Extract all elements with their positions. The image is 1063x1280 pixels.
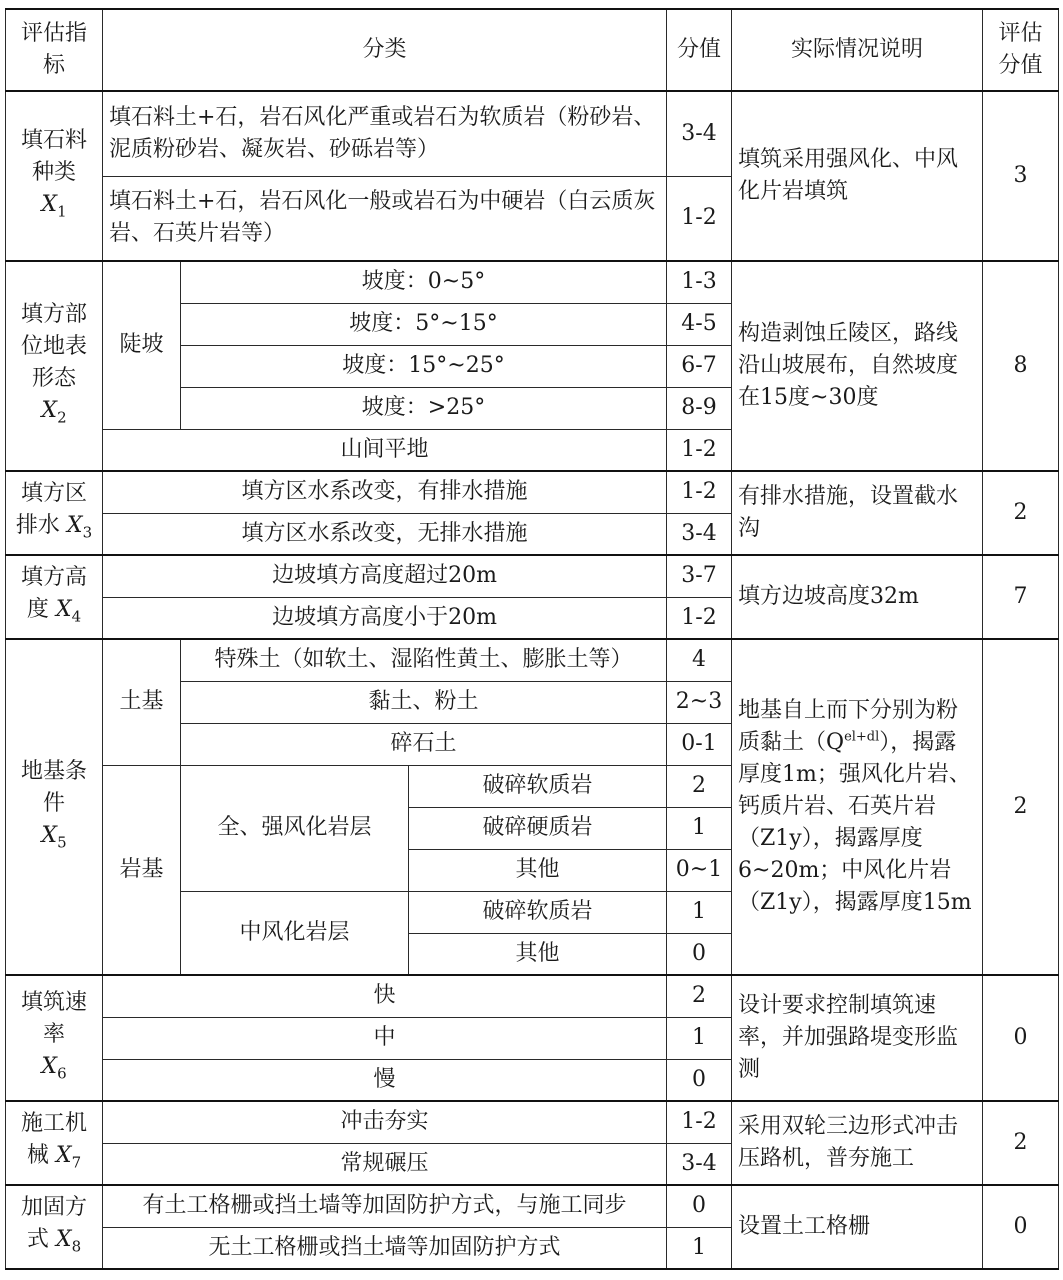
indicator-x7: 施工机械 $X_7$ — [6, 1101, 103, 1185]
category-cell: 坡度：15°~25° — [181, 345, 667, 387]
category-cell: 其他 — [409, 849, 667, 891]
table-row — [6, 975, 1059, 1017]
score-cell: 0~1 — [667, 849, 732, 891]
score-cell: 0 — [667, 933, 732, 975]
score-cell: 3-7 — [667, 555, 732, 597]
score-cell: 8-9 — [667, 387, 732, 429]
eval-x6: 0 — [983, 975, 1059, 1101]
indicator-x3: 填方区排水 $X_3$ — [6, 471, 103, 555]
category-cell: 填方区水系改变，有排水措施 — [103, 471, 667, 513]
mid-weathered-label: 中风化岩层 — [181, 891, 409, 975]
desc-x1: 填筑采用强风化、中风化片岩填筑 — [732, 91, 983, 261]
header-score: 分值 — [667, 9, 732, 91]
category-cell: 破碎硬质岩 — [409, 807, 667, 849]
desc-x2: 构造剥蚀丘陵区，路线沿山坡展布，自然坡度在15度~30度 — [732, 261, 983, 471]
score-cell: 1-2 — [667, 597, 732, 639]
soil-base-label: 土基 — [103, 639, 181, 765]
table-row — [6, 639, 1059, 681]
header-indicator: 评估指标 — [6, 9, 103, 91]
category-cell: 坡度：>25° — [181, 387, 667, 429]
score-cell: 3-4 — [667, 513, 732, 555]
category-cell: 填石料土+石，岩石风化严重或岩石为软质岩（粉砂岩、泥质粉砂岩、凝灰岩、砂砾岩等） — [103, 91, 667, 176]
steep-slope-label: 陡坡 — [103, 261, 181, 429]
score-cell: 1-2 — [667, 1101, 732, 1143]
category-cell: 有土工格栅或挡土墙等加固防护方式，与施工同步 — [103, 1185, 667, 1227]
category-cell: 破碎软质岩 — [409, 891, 667, 933]
eval-x8: 0 — [983, 1185, 1059, 1269]
category-cell: 黏土、粉土 — [181, 681, 667, 723]
score-cell: 1 — [667, 807, 732, 849]
category-cell: 山间平地 — [103, 429, 667, 471]
indicator-x6: 填筑速率 $X_6$ — [6, 975, 103, 1101]
category-cell: 特殊土（如软土、湿陷性黄土、膨胀土等） — [181, 639, 667, 681]
category-cell: 边坡填方高度小于20m — [103, 597, 667, 639]
category-cell: 快 — [103, 975, 667, 1017]
score-cell: 1-2 — [667, 471, 732, 513]
score-cell: 1 — [667, 1227, 732, 1269]
score-cell: 0-1 — [667, 723, 732, 765]
table-row — [6, 555, 1059, 597]
eval-x1: 3 — [983, 91, 1059, 261]
score-cell: 4-5 — [667, 303, 732, 345]
category-cell: 坡度：0~5° — [181, 261, 667, 303]
category-cell: 中 — [103, 1017, 667, 1059]
score-cell: 3-4 — [667, 1143, 732, 1185]
desc-x5: 地基自上而下分别为粉质黏土$(Q^{el+dl})$，揭露厚度1m；强风化片岩、钙质片岩、石英片岩（Z1y），揭露厚度6~20m；中风化片岩（Z1y），揭露厚度15m — [732, 639, 983, 975]
eval-x4: 7 — [983, 555, 1059, 639]
desc-x7: 采用双轮三边形式冲击压路机，普夯施工 — [732, 1101, 983, 1185]
desc-x6: 设计要求控制填筑速率，并加强路堤变形监测 — [732, 975, 983, 1101]
desc-x4: 填方边坡高度32m — [732, 555, 983, 639]
category-cell: 坡度：5°~15° — [181, 303, 667, 345]
category-cell: 常规碾压 — [103, 1143, 667, 1185]
indicator-x2: 填方部位地表形态 $X_2$ — [6, 261, 103, 471]
category-cell: 填石料土+石，岩石风化一般或岩石为中硬岩（白云质灰岩、石英片岩等） — [103, 176, 667, 261]
eval-x2: 8 — [983, 261, 1059, 471]
score-cell: 0 — [667, 1059, 732, 1101]
category-cell: 无土工格栅或挡土墙等加固防护方式 — [103, 1227, 667, 1269]
category-cell: 其他 — [409, 933, 667, 975]
score-cell: 0 — [667, 1185, 732, 1227]
header-row — [6, 9, 1059, 91]
score-cell: 1 — [667, 891, 732, 933]
score-cell: 1 — [667, 1017, 732, 1059]
table-row — [6, 91, 1059, 176]
desc-x3: 有排水措施，设置截水沟 — [732, 471, 983, 555]
table-row — [6, 1185, 1059, 1227]
assessment-table — [5, 8, 1059, 1270]
category-cell: 填方区水系改变，无排水措施 — [103, 513, 667, 555]
table-row — [6, 1101, 1059, 1143]
category-cell: 边坡填方高度超过20m — [103, 555, 667, 597]
eval-x7: 2 — [983, 1101, 1059, 1185]
header-category: 分类 — [103, 9, 667, 91]
score-cell: 4 — [667, 639, 732, 681]
indicator-x8: 加固方式 $X_8$ — [6, 1185, 103, 1269]
rock-base-label: 岩基 — [103, 765, 181, 975]
score-cell: 1-2 — [667, 176, 732, 261]
table-row — [6, 261, 1059, 303]
category-cell: 冲击夯实 — [103, 1101, 667, 1143]
score-cell: 2 — [667, 975, 732, 1017]
score-cell: 1-3 — [667, 261, 732, 303]
header-desc: 实际情况说明 — [732, 9, 983, 91]
score-cell: 2~3 — [667, 681, 732, 723]
eval-x3: 2 — [983, 471, 1059, 555]
score-cell: 3-4 — [667, 91, 732, 176]
category-cell: 破碎软质岩 — [409, 765, 667, 807]
indicator-x1: 填石料种类 $X_1$ — [6, 91, 103, 261]
category-cell: 慢 — [103, 1059, 667, 1101]
category-cell: 碎石土 — [181, 723, 667, 765]
score-cell: 2 — [667, 765, 732, 807]
header-eval: 评估分值 — [983, 9, 1059, 91]
score-cell: 1-2 — [667, 429, 732, 471]
table-row — [6, 471, 1059, 513]
indicator-x5: 地基条件 $X_5$ — [6, 639, 103, 975]
weathered-layer-label: 全、强风化岩层 — [181, 765, 409, 891]
score-cell: 6-7 — [667, 345, 732, 387]
indicator-x4: 填方高度 $X_4$ — [6, 555, 103, 639]
desc-x8: 设置土工格栅 — [732, 1185, 983, 1269]
eval-x5: 2 — [983, 639, 1059, 975]
